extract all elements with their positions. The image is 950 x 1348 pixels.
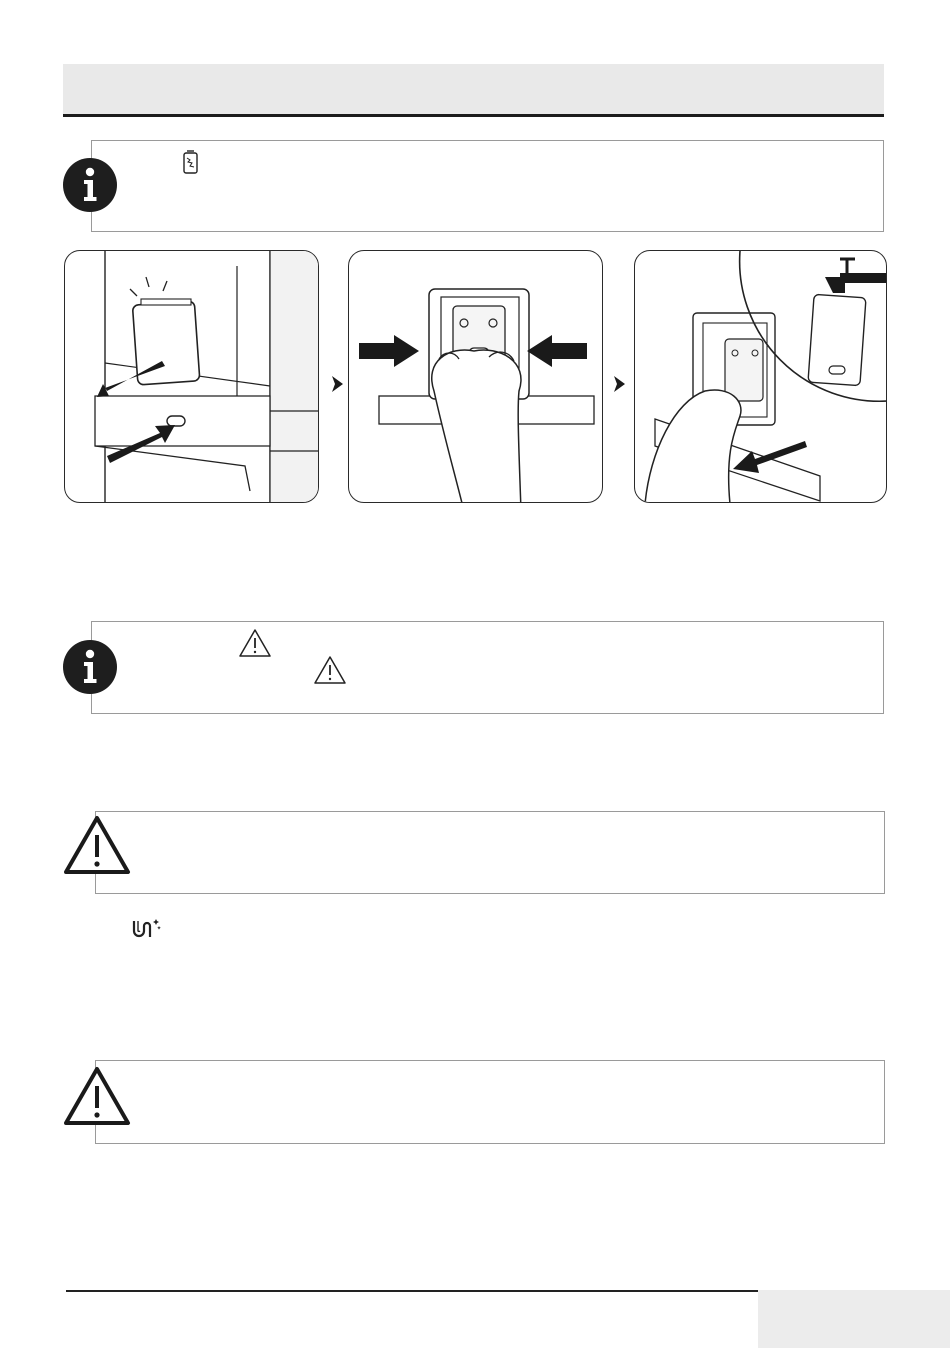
info-note-box-2 (91, 621, 884, 714)
step-3-figure (634, 250, 887, 503)
warning-icon (63, 815, 131, 880)
header-rule (63, 114, 884, 117)
warning-box-2 (95, 1060, 885, 1144)
info-note-box-1 (91, 140, 884, 232)
info-icon (63, 158, 117, 217)
warning-box-1 (95, 811, 885, 894)
header-band (63, 64, 884, 114)
page-number-tab (758, 1290, 950, 1348)
warning-icon (63, 1066, 131, 1131)
step-2-figure (348, 250, 603, 503)
step-1-figure (64, 250, 319, 503)
chevron-right-icon (330, 375, 346, 398)
pipe-clean-icon (132, 917, 162, 944)
filter-icon (183, 150, 199, 179)
warning-icon (313, 655, 347, 690)
info-icon (63, 640, 117, 699)
warning-icon (238, 628, 272, 663)
chevron-right-icon (612, 375, 628, 398)
